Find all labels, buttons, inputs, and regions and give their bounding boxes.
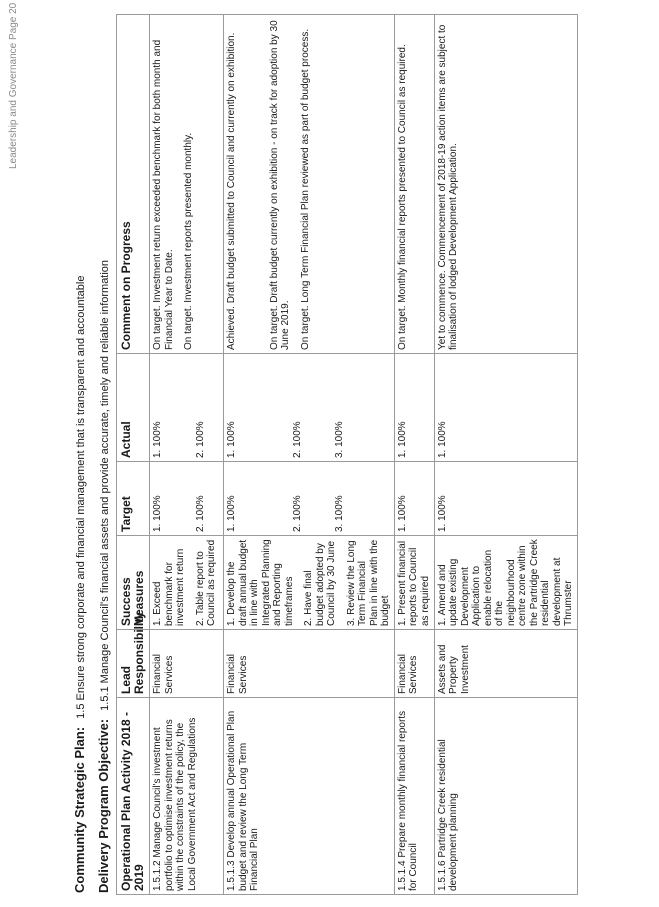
- column-header: Target: [117, 462, 150, 536]
- target-cell: [150, 462, 224, 536]
- page-footer: Leadership and Governance Page 20: [8, 2, 19, 169]
- target-cell: [434, 462, 577, 536]
- csp-value: 1.5 Ensure strong corporate and financial management that is transparent and accountable: [75, 275, 87, 719]
- comment-text: On target. Long Term Financial Plan reviewed as part of budget process.: [299, 28, 311, 350]
- comment-text: Yet to commence. Commencement of 2018-19 action items are subject to finalisation of lodged Development Application.: [436, 24, 459, 350]
- measure-text: 2. Table report to Council as required: [194, 539, 217, 626]
- table-row: [150, 15, 224, 895]
- target-text: 1. 100%: [436, 495, 448, 532]
- community-strategic-plan: [72, 276, 87, 893]
- actual-text: 2. 100%: [194, 421, 206, 458]
- target-cell: [394, 462, 434, 536]
- comment-cell: [394, 15, 434, 354]
- delivery-program-objective: [96, 260, 111, 893]
- dpo-label: Delivery Program Objective:: [96, 718, 111, 893]
- actual-text: 3. 100%: [334, 421, 345, 458]
- column-header: Comment on Progress: [117, 15, 150, 354]
- actual-cell: [434, 354, 577, 462]
- target-text: 1. 100%: [226, 495, 237, 532]
- actual-text: 1. 100%: [226, 421, 237, 458]
- csp-label: Community Strategic Plan:: [72, 726, 87, 893]
- measure-text: 1. Exceed benchmark for investment return: [152, 548, 186, 626]
- target-text: 2. 100%: [291, 495, 303, 532]
- measure-text: 1. Develop the draft annual budget in line with Integrated Planning and Reporting timeframes: [226, 539, 295, 626]
- activity-cell: 1.5.1.3 Develop annual Operational Plan budget and review the Long Term Financial Plan: [224, 698, 395, 895]
- column-header: Operational Plan Activity 2018 - 2019: [117, 698, 150, 895]
- target-cell: [224, 462, 395, 536]
- comment-text: On target. Investment reports presented monthly.: [183, 132, 194, 350]
- comment-cell: [150, 15, 224, 354]
- activity-cell: 1.5.1.4 Prepare monthly financial reports for Council: [394, 698, 434, 895]
- lead-cell: Financial Services: [394, 630, 434, 698]
- comment-text: On target. Investment return exceeded benchmark for both month and Financial Year to Date.: [152, 39, 175, 350]
- measures-cell: [150, 536, 224, 630]
- measure-text: 3. Review the Long Term Financial Plan in line with the budget: [345, 539, 391, 626]
- column-header: Success Measures: [117, 536, 150, 630]
- actual-text: 2. 100%: [291, 421, 303, 458]
- target-text: 1. 100%: [152, 495, 163, 532]
- actual-cell: [150, 354, 224, 462]
- actual-text: 1. 100%: [152, 421, 163, 458]
- measure-text: 2. Have final budget adopted by Council by 30 June: [303, 540, 337, 626]
- target-text: 1. 100%: [396, 495, 408, 532]
- measure-text: 1. Amend and update existing Development Application to enable relocation of the neighbourhood centre zone within the Partridge Creek residential development at Thrumster: [436, 539, 574, 626]
- column-header: Lead Responsibility: [117, 630, 150, 698]
- measure-text: 1. Present financial reports to Council as required: [396, 540, 431, 626]
- table-row: [434, 15, 577, 895]
- comment-cell: [434, 15, 577, 354]
- lead-cell: Assets and Property Investment: [434, 630, 577, 698]
- comment-cell: [224, 15, 395, 354]
- table-header-row: [117, 15, 150, 895]
- target-text: 2. 100%: [194, 495, 206, 532]
- activity-cell: 1.5.1.6 Partridge Creek residential development planning: [434, 698, 577, 895]
- comment-text: On target. Draft budget currently on exhibition - on track for adoption by 30 June 2019.: [268, 20, 291, 350]
- dpo-value: 1.5.1 Manage Council's financial assets and provide accurate, timely and reliable information: [99, 259, 111, 711]
- comment-text: Achieved. Draft budget submitted to Council and currently on exhibition.: [226, 32, 237, 350]
- measures-cell: [224, 536, 395, 630]
- actual-text: 1. 100%: [436, 421, 448, 458]
- lead-cell: Financial Services: [150, 630, 224, 698]
- table-row: [394, 15, 434, 895]
- activity-cell: 1.5.1.2 Manage Council's investment portfolio to optimise investment returns within the constraints of the policy, the Local Government Act and Regulations: [150, 698, 224, 895]
- column-header: Actual: [117, 354, 150, 462]
- actual-cell: [394, 354, 434, 462]
- operational-plan-table: [116, 14, 578, 895]
- target-text: 3. 100%: [334, 495, 345, 532]
- table-row: [224, 15, 395, 895]
- comment-text: On target. Monthly financial reports presented to Council as required.: [396, 44, 408, 350]
- measures-cell: [434, 536, 577, 630]
- lead-cell: Financial Services: [224, 630, 395, 698]
- actual-cell: [224, 354, 395, 462]
- measures-cell: [394, 536, 434, 630]
- actual-text: 1. 100%: [396, 421, 408, 458]
